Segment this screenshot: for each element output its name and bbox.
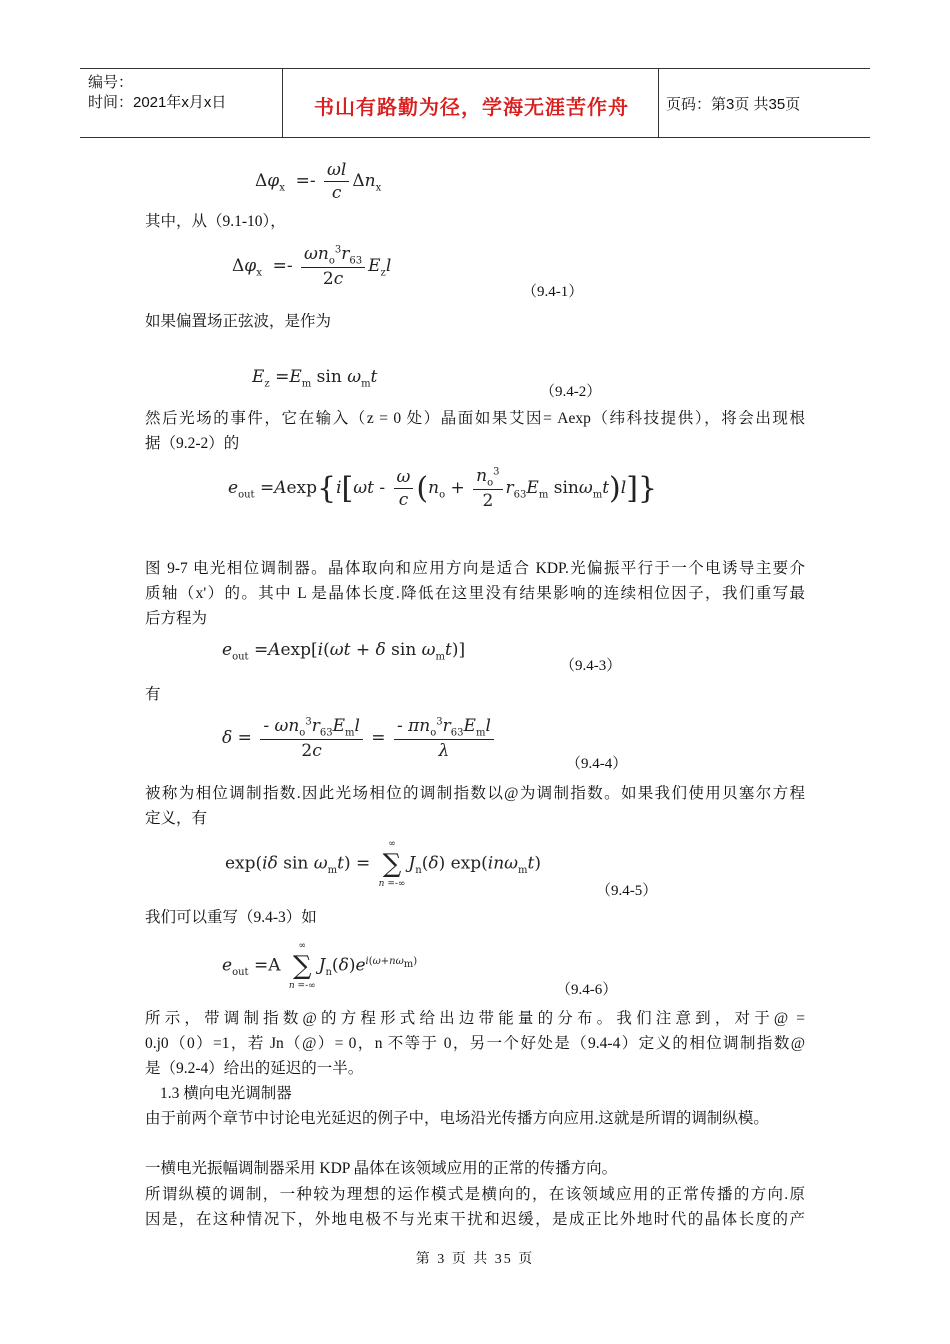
paragraph: 由于前两个章节中讨论电光延迟的例子中，电场沿光传播方向应用.这就是所谓的调制纵模。 [145, 1110, 769, 1127]
paragraph: 0.j0（0）=1，若 Jn（@）= 0，n 不等于 0，另一个好处是（9.4-4）定义的相位调制指数@ [145, 1035, 805, 1052]
section-heading: 1.3 横向电光调制器 [160, 1085, 292, 1102]
paragraph: 被称为相位调制指数.因此光场相位的调制指数以@为调制指数。如果我们使用贝塞尔方程 [145, 785, 805, 802]
paragraph: 质轴（x'）的。其中 L 是晶体长度.降低在这里没有结果影响的连续相位因子，我们重写最 [145, 585, 805, 602]
equation-number: （9.4-4） [566, 756, 628, 772]
header-motto: 书山有路勤为径，学海无涯苦作舟 [314, 95, 629, 119]
paragraph: 后方程为 [145, 610, 208, 627]
paragraph: 所示，带调制指数@的方程形式给出边带能量的分布。我们注意到，对于@ = [145, 1010, 805, 1027]
paragraph: 所谓纵模的调制，一种较为理想的运作模式是横向的，在该领域应用的正常传播的方向.原 [145, 1186, 805, 1203]
equation-9-4-6: $e_{out} =A$ ∞ ∑ n =-∞ $J_n(\delta)e^{i(\omega+n\omega_m)}$ [222, 941, 418, 991]
header-time-label: 时间：2021年x月x日 [88, 94, 227, 111]
equation-9-4-2: $E_z =E_m$ $\sin \omega_mt$ [252, 367, 378, 390]
equation-e-out-full: $e_{out} =Aexp\{i[\omega t$ - $\frac{\omega}{c}$ ($n_o$ + $\frac{n_o^3}{2}$ $r_{63}E_m$ sinω$_m$t)l]} [228, 466, 657, 512]
equation-9-4-5: exp(iδ $\sin \omega_mt$) = ∞ ∑ n =-∞ $J_n(\delta)$ exp(inω$_m$t) [225, 839, 541, 889]
paragraph: 其中，从（9.1-10）， [145, 213, 286, 230]
equation-number: （9.4-1） [522, 284, 584, 300]
paragraph: 一横电光振幅调制器采用 KDP 晶体在该领域应用的正常的传播方向。 [145, 1160, 618, 1177]
page-footer: 第 3 页 共 35 页 [415, 1252, 535, 1267]
paragraph: 我们可以重写（9.4-3）如 [145, 909, 317, 926]
equation-9-4-1: $\Delta\varphi_x$ =- $\frac{\omega n_o^3r_{63}}{2c}$ $E_zl$ [232, 244, 392, 290]
page-header [80, 68, 870, 138]
equation-number: （9.4-3） [560, 658, 622, 674]
paragraph: 图 9-7 电光相位调制器。晶体取向和应用方向是适合 KDP.光偏振平行于一个电诱导主要介 [145, 560, 805, 577]
header-number-label: 编号： [88, 74, 134, 91]
paragraph: 定义，有 [145, 810, 208, 827]
paragraph: 如果偏置场正弦波，是作为 [145, 313, 332, 330]
paragraph: 有 [145, 686, 161, 703]
equation-9-4-3: $e_{out} =Aexp[i(\omega t + \delta$ $\sin \omega_mt$)] [222, 640, 466, 663]
paragraph: 然后光场的事件，它在输入（z = 0 处）晶面如果艾因= Aexp（纬科技提供），将会出现根 [145, 410, 805, 427]
header-meta [88, 73, 226, 113]
equation-number: （9.4-6） [556, 982, 618, 998]
equation-delta-phi: $\Delta\varphi_x$ =- $\frac{\omega l}{c}$ $\Delta n_x$ [255, 160, 382, 203]
paragraph: 是（9.2-4）给出的延迟的一半。 [145, 1060, 364, 1077]
header-divider [658, 69, 659, 137]
equation-9-4-4: δ = $\frac{- \omega n_o^3r_{63}E_ml}{2c}$ = $\frac{- \pi n_o^3r_{63}E_ml}{\lambda}$ [222, 716, 497, 761]
header-divider [282, 69, 283, 137]
equation-number: （9.4-5） [596, 883, 658, 899]
paragraph: 据（9.2-2）的 [145, 435, 240, 452]
header-page-info: 页码：第3页 共35页 [666, 96, 801, 113]
equation-number: （9.4-2） [540, 384, 602, 400]
paragraph: 因是，在这种情况下，外地电极不与光束干扰和迟缓，是成正比外地时代的晶体长度的产 [145, 1211, 805, 1228]
